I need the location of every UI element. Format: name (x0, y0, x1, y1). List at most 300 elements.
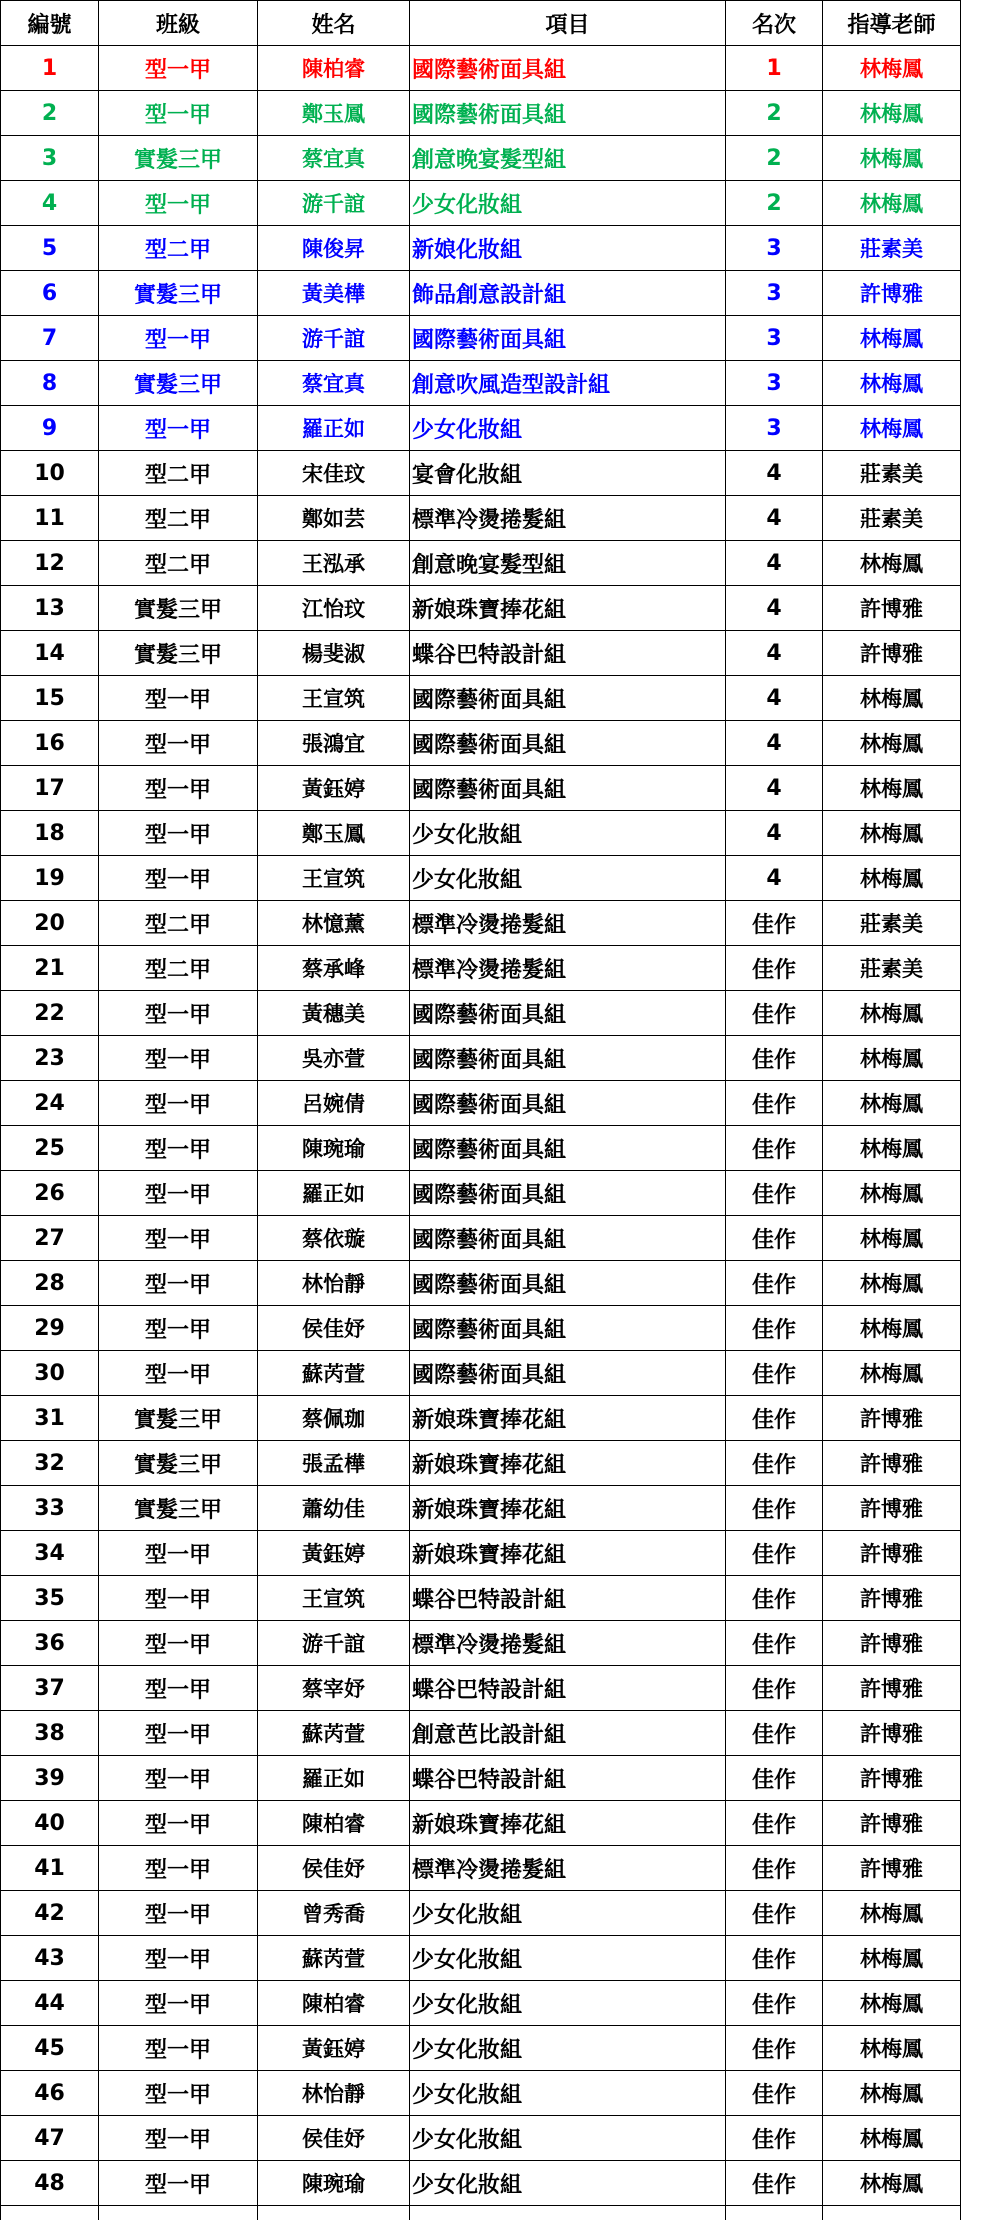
table-row (1, 1531, 961, 1576)
award-table-body (1, 46, 961, 2220)
student-name: 鄭玉鳳 (258, 811, 410, 856)
rank-cell: 佳作 (726, 1396, 823, 1441)
row-number: 31 (1, 1396, 99, 1441)
class-cell: 型一甲 (99, 1846, 258, 1891)
item-cell: 國際藝術面具組 (410, 1036, 726, 1081)
teacher-cell: 許博雅 (823, 1621, 961, 1666)
item-cell: 少女化妝組 (410, 181, 726, 226)
class-cell: 型一甲 (99, 1306, 258, 1351)
rank-cell: 佳作 (726, 1801, 823, 1846)
teacher-cell: 林梅鳳 (823, 1126, 961, 1171)
row-number: 10 (1, 451, 99, 496)
class-cell: 型一甲 (99, 1666, 258, 1711)
table-row (1, 361, 961, 406)
item-cell: 少女化妝組 (410, 2161, 726, 2206)
row-number: 22 (1, 991, 99, 1036)
student-name: 呂婉倩 (258, 1081, 410, 1126)
class-cell: 型二甲 (99, 541, 258, 586)
rank-cell: 4 (726, 586, 823, 631)
teacher-cell: 林梅鳳 (823, 2116, 961, 2161)
item-cell: 少女化妝組 (410, 2116, 726, 2161)
table-row (1, 1711, 961, 1756)
item-cell: 國際藝術面具組 (410, 1306, 726, 1351)
teacher-cell: 許博雅 (823, 1666, 961, 1711)
row-number: 20 (1, 901, 99, 946)
rank-cell: 2 (726, 91, 823, 136)
row-number: 19 (1, 856, 99, 901)
class-cell: 型一甲 (99, 1711, 258, 1756)
class-cell: 實髮三甲 (99, 631, 258, 676)
rank-cell: 佳作 (726, 1306, 823, 1351)
class-cell: 型一甲 (99, 1981, 258, 2026)
row-number: 8 (1, 361, 99, 406)
item-cell: 新娘珠寶捧花組 (410, 1396, 726, 1441)
teacher-cell: 林梅鳳 (823, 1081, 961, 1126)
row-number: 48 (1, 2161, 99, 2206)
item-cell: 國際藝術面具組 (410, 1216, 726, 1261)
class-cell: 型一甲 (99, 1216, 258, 1261)
rank-cell: 佳作 (726, 1036, 823, 1081)
student-name: 楊斐淑 (258, 631, 410, 676)
rank-cell: 佳作 (726, 1936, 823, 1981)
teacher-cell: 林梅鳳 (823, 676, 961, 721)
table-row (1, 766, 961, 811)
rank-cell: 佳作 (726, 946, 823, 991)
table-row (1, 1216, 961, 1261)
student-name: 黃美樺 (258, 271, 410, 316)
item-cell: 宴會化妝組 (410, 451, 726, 496)
row-number: 45 (1, 2026, 99, 2071)
row-number: 15 (1, 676, 99, 721)
class-cell: 型一甲 (99, 991, 258, 1036)
item-cell: 創意吹風造型設計組 (410, 361, 726, 406)
class-cell: 型二甲 (99, 901, 258, 946)
teacher-cell: 林梅鳳 (823, 1216, 961, 1261)
item-cell: 國際藝術面具組 (410, 676, 726, 721)
table-row (1, 1891, 961, 1936)
row-number: 25 (1, 1126, 99, 1171)
header-teacher: 指導老師 (823, 1, 961, 46)
student-name: 羅正如 (258, 406, 410, 451)
rank-cell: 佳作 (726, 1576, 823, 1621)
row-number: 24 (1, 1081, 99, 1126)
teacher-cell: 林梅鳳 (823, 46, 961, 91)
student-name: 王泓承 (258, 541, 410, 586)
row-number: 13 (1, 586, 99, 631)
rank-cell: 3 (726, 361, 823, 406)
class-cell: 型一甲 (99, 1036, 258, 1081)
row-number: 46 (1, 2071, 99, 2116)
teacher-cell: 許博雅 (823, 1711, 961, 1756)
teacher-cell: 許博雅 (823, 631, 961, 676)
row-number: 36 (1, 1621, 99, 1666)
student-name: 蘇芮萱 (258, 1711, 410, 1756)
rank-cell: 4 (726, 451, 823, 496)
row-number: 32 (1, 1441, 99, 1486)
student-name: 蔡佩珈 (258, 1396, 410, 1441)
student-name: 陳柏睿 (258, 1981, 410, 2026)
rank-cell: 4 (726, 631, 823, 676)
table-row (1, 181, 961, 226)
student-name: 張鴻宜 (258, 721, 410, 766)
table-row (1, 991, 961, 1036)
class-cell: 型一甲 (99, 676, 258, 721)
teacher-cell: 林梅鳳 (823, 1306, 961, 1351)
student-name: 王宣筑 (258, 856, 410, 901)
item-cell: 新娘珠寶捧花組 (410, 1486, 726, 1531)
rank-cell: 1 (726, 46, 823, 91)
student-name: 游千誼 (258, 316, 410, 361)
row-number: 6 (1, 271, 99, 316)
rank-cell: 2 (726, 181, 823, 226)
item-cell: 國際藝術面具組 (410, 1081, 726, 1126)
class-cell: 型一甲 (99, 721, 258, 766)
table-row (1, 1756, 961, 1801)
rank-cell: 佳作 (726, 1666, 823, 1711)
table-row (1, 316, 961, 361)
rank-cell: 4 (726, 766, 823, 811)
item-cell: 新娘珠寶捧花組 (410, 586, 726, 631)
rank-cell: 佳作 (726, 2026, 823, 2071)
rank-cell: 佳作 (726, 1846, 823, 1891)
rank-cell: 4 (726, 721, 823, 766)
class-cell: 型二甲 (99, 496, 258, 541)
rank-cell: 4 (726, 541, 823, 586)
student-name: 陳柏睿 (258, 1801, 410, 1846)
table-row (1, 2161, 961, 2206)
teacher-cell: 林梅鳳 (823, 361, 961, 406)
table-row (1, 2116, 961, 2161)
class-cell: 型一甲 (99, 2116, 258, 2161)
header-name: 姓名 (258, 1, 410, 46)
student-name: 蘇芮萱 (258, 1351, 410, 1396)
row-number: 27 (1, 1216, 99, 1261)
table-row (1, 226, 961, 271)
rank-cell: 佳作 (726, 991, 823, 1036)
item-cell: 飾品創意設計組 (410, 271, 726, 316)
row-number: 41 (1, 1846, 99, 1891)
student-name: 鄭如芸 (258, 496, 410, 541)
row-number: 44 (1, 1981, 99, 2026)
teacher-cell: 林梅鳳 (823, 136, 961, 181)
item-cell: 少女化妝組 (410, 1936, 726, 1981)
row-number: 47 (1, 2116, 99, 2161)
item-cell: 國際藝術面具組 (410, 1261, 726, 1306)
student-name: 曾秀喬 (258, 1891, 410, 1936)
teacher-cell: 許博雅 (823, 1531, 961, 1576)
row-number: 12 (1, 541, 99, 586)
student-name: 侯佳妤 (258, 1846, 410, 1891)
item-cell: 蝶谷巴特設計組 (410, 1576, 726, 1621)
class-cell: 型一甲 (99, 1936, 258, 1981)
teacher-cell: 林梅鳳 (823, 316, 961, 361)
table-row (1, 901, 961, 946)
class-cell: 實髮三甲 (99, 271, 258, 316)
student-name: 鄭玉鳳 (258, 91, 410, 136)
student-name: 黃鈺婷 (258, 2026, 410, 2071)
item-cell: 國際藝術面具組 (410, 1126, 726, 1171)
item-cell: 少女化妝組 (410, 406, 726, 451)
item-cell: 新娘珠寶捧花組 (410, 1441, 726, 1486)
student-name: 張孟樺 (258, 1441, 410, 1486)
class-cell: 型一甲 (99, 856, 258, 901)
class-cell: 實髮三甲 (99, 1486, 258, 1531)
teacher-cell: 許博雅 (823, 1396, 961, 1441)
rank-cell: 佳作 (726, 1756, 823, 1801)
row-number: 34 (1, 1531, 99, 1576)
item-cell: 國際藝術面具組 (410, 1351, 726, 1396)
header-class: 班級 (99, 1, 258, 46)
class-cell: 型一甲 (99, 1531, 258, 1576)
table-row (1, 1801, 961, 1846)
table-row (1, 1036, 961, 1081)
item-cell: 國際藝術面具組 (410, 1171, 726, 1216)
class-cell: 型一甲 (99, 46, 258, 91)
class-cell: 型一甲 (99, 2026, 258, 2071)
teacher-cell: 林梅鳳 (823, 91, 961, 136)
class-cell: 型二甲 (99, 946, 258, 991)
row-number: 11 (1, 496, 99, 541)
rank-cell: 佳作 (726, 1621, 823, 1666)
row-number: 16 (1, 721, 99, 766)
table-row (1, 1981, 961, 2026)
student-name: 游千誼 (258, 1621, 410, 1666)
class-cell: 型一甲 (99, 1576, 258, 1621)
item-cell: 標準冷燙捲髮組 (410, 1621, 726, 1666)
rank-cell: 4 (726, 676, 823, 721)
rank-cell: 佳作 (726, 1216, 823, 1261)
student-name: 蔡宜真 (258, 136, 410, 181)
rank-cell: 佳作 (726, 1486, 823, 1531)
row-number: 2 (1, 91, 99, 136)
rank-cell: 佳作 (726, 1081, 823, 1126)
row-number: 35 (1, 1576, 99, 1621)
table-row (1, 1576, 961, 1621)
table-row (1, 46, 961, 91)
table-row (1, 541, 961, 586)
class-cell: 型一甲 (99, 406, 258, 451)
class-cell: 型一甲 (99, 1126, 258, 1171)
item-cell: 蝶谷巴特設計組 (410, 1756, 726, 1801)
student-name: 羅正如 (258, 1171, 410, 1216)
row-number: 38 (1, 1711, 99, 1756)
table-row (1, 1441, 961, 1486)
table-row (1, 1621, 961, 1666)
class-cell: 型一甲 (99, 1351, 258, 1396)
item-cell: 新娘化妝組 (410, 226, 726, 271)
class-cell: 型一甲 (99, 2161, 258, 2206)
rank-cell: 佳作 (726, 1711, 823, 1756)
rank-cell: 4 (726, 856, 823, 901)
teacher-cell: 林梅鳳 (823, 1261, 961, 1306)
item-cell: 國際藝術面具組 (410, 316, 726, 361)
table-row (1, 676, 961, 721)
table-row (1, 406, 961, 451)
class-cell: 型一甲 (99, 1621, 258, 1666)
table-row (1, 1846, 961, 1891)
rank-cell: 4 (726, 811, 823, 856)
class-cell: 實髮三甲 (99, 1396, 258, 1441)
table-row (1, 1396, 961, 1441)
class-cell: 實髮三甲 (99, 1441, 258, 1486)
class-cell: 型一甲 (99, 1081, 258, 1126)
class-cell: 型一甲 (99, 1261, 258, 1306)
item-cell: 標準冷燙捲髮組 (410, 901, 726, 946)
teacher-cell: 林梅鳳 (823, 811, 961, 856)
item-cell: 標準冷燙捲髮組 (410, 496, 726, 541)
table-row (1, 271, 961, 316)
item-cell: 創意晚宴髮型組 (410, 541, 726, 586)
item-cell: 標準冷燙捲髮組 (410, 1846, 726, 1891)
row-number: 29 (1, 1306, 99, 1351)
student-name: 侯佳妤 (258, 2116, 410, 2161)
row-number: 17 (1, 766, 99, 811)
student-name: 侯佳妤 (258, 1306, 410, 1351)
teacher-cell: 許博雅 (823, 271, 961, 316)
row-number: 40 (1, 1801, 99, 1846)
row-number: 43 (1, 1936, 99, 1981)
student-name: 陳俊昇 (258, 226, 410, 271)
teacher-cell: 林梅鳳 (823, 541, 961, 586)
table-row (1, 1306, 961, 1351)
row-number: 9 (1, 406, 99, 451)
rank-cell: 佳作 (726, 901, 823, 946)
class-cell: 型一甲 (99, 316, 258, 361)
item-cell: 國際藝術面具組 (410, 991, 726, 1036)
student-name: 蔡承峰 (258, 946, 410, 991)
teacher-cell: 林梅鳳 (823, 406, 961, 451)
row-number: 14 (1, 631, 99, 676)
table-row (1, 586, 961, 631)
row-number: 23 (1, 1036, 99, 1081)
item-cell: 少女化妝組 (410, 856, 726, 901)
student-name: 王宣筑 (258, 676, 410, 721)
table-row (1, 496, 961, 541)
rank-cell: 佳作 (726, 1531, 823, 1576)
table-row (1, 946, 961, 991)
class-cell: 型一甲 (99, 91, 258, 136)
teacher-cell: 林梅鳳 (823, 1981, 961, 2026)
class-cell: 型一甲 (99, 181, 258, 226)
row-number: 1 (1, 46, 99, 91)
row-number: 37 (1, 1666, 99, 1711)
row-number: 4 (1, 181, 99, 226)
class-cell: 實髮三甲 (99, 361, 258, 406)
table-row (1, 1936, 961, 1981)
class-cell: 實髮三甲 (99, 586, 258, 631)
student-name: 蔡依璇 (258, 1216, 410, 1261)
rank-cell: 佳作 (726, 2071, 823, 2116)
table-row (1, 856, 961, 901)
teacher-cell: 林梅鳳 (823, 1936, 961, 1981)
table-row (1, 1666, 961, 1711)
class-cell: 型一甲 (99, 811, 258, 856)
rank-cell: 4 (726, 496, 823, 541)
teacher-cell: 林梅鳳 (823, 1171, 961, 1216)
student-name: 蘇芮萱 (258, 1936, 410, 1981)
rank-cell: 佳作 (726, 1261, 823, 1306)
header-rank: 名次 (726, 1, 823, 46)
student-name: 陳琬瑜 (258, 2161, 410, 2206)
item-cell: 國際藝術面具組 (410, 766, 726, 811)
item-cell: 少女化妝組 (410, 1891, 726, 1936)
student-name: 吳亦萱 (258, 1036, 410, 1081)
row-number: 3 (1, 136, 99, 181)
rank-cell: 2 (726, 136, 823, 181)
table-row (1, 1171, 961, 1216)
class-cell: 型一甲 (99, 1891, 258, 1936)
row-number: 26 (1, 1171, 99, 1216)
student-name: 陳柏睿 (258, 46, 410, 91)
row-number: 39 (1, 1756, 99, 1801)
item-cell: 創意芭比設計組 (410, 1711, 726, 1756)
class-cell: 型二甲 (99, 226, 258, 271)
item-cell: 蝶谷巴特設計組 (410, 1666, 726, 1711)
row-number: 30 (1, 1351, 99, 1396)
student-name: 王宣筑 (258, 1576, 410, 1621)
teacher-cell: 莊素美 (823, 496, 961, 541)
table-row (1, 1261, 961, 1306)
rank-cell: 佳作 (726, 2116, 823, 2161)
rank-cell: 佳作 (726, 1126, 823, 1171)
teacher-cell: 莊素美 (823, 901, 961, 946)
teacher-cell: 林梅鳳 (823, 1891, 961, 1936)
teacher-cell: 許博雅 (823, 1846, 961, 1891)
table-row (1, 2071, 961, 2116)
teacher-cell: 許博雅 (823, 586, 961, 631)
item-cell: 少女化妝組 (410, 811, 726, 856)
rank-cell: 3 (726, 226, 823, 271)
table-row (1, 811, 961, 856)
student-name: 黃鈺婷 (258, 766, 410, 811)
table-row (1, 91, 961, 136)
item-cell: 國際藝術面具組 (410, 46, 726, 91)
item-cell: 少女化妝組 (410, 2026, 726, 2071)
student-name: 蔡宜真 (258, 361, 410, 406)
row-number: 7 (1, 316, 99, 361)
table-row (1, 631, 961, 676)
row-number: 5 (1, 226, 99, 271)
table-row (1, 2026, 961, 2071)
item-cell: 國際藝術面具組 (410, 721, 726, 766)
teacher-cell: 林梅鳳 (823, 2161, 961, 2206)
header-row (1, 1, 961, 46)
class-cell: 型一甲 (99, 1801, 258, 1846)
item-cell: 標準冷燙捲髮組 (410, 946, 726, 991)
item-cell: 新娘珠寶捧花組 (410, 1531, 726, 1576)
teacher-cell: 許博雅 (823, 1756, 961, 1801)
class-cell: 型二甲 (99, 451, 258, 496)
student-name: 江怡玟 (258, 586, 410, 631)
teacher-cell: 林梅鳳 (823, 721, 961, 766)
student-name: 黃穗美 (258, 991, 410, 1036)
item-cell: 少女化妝組 (410, 2071, 726, 2116)
teacher-cell: 莊素美 (823, 226, 961, 271)
teacher-cell: 林梅鳳 (823, 1036, 961, 1081)
student-name: 宋佳玟 (258, 451, 410, 496)
item-cell: 國際藝術面具組 (410, 91, 726, 136)
table-row (1, 721, 961, 766)
table-row (1, 1351, 961, 1396)
item-cell: 蝶谷巴特設計組 (410, 631, 726, 676)
header-item: 項目 (410, 1, 726, 46)
student-name: 游千誼 (258, 181, 410, 226)
row-number: 18 (1, 811, 99, 856)
teacher-cell: 莊素美 (823, 451, 961, 496)
item-cell: 創意晚宴髮型組 (410, 136, 726, 181)
teacher-cell: 林梅鳳 (823, 181, 961, 226)
item-cell: 少女化妝組 (410, 1981, 726, 2026)
